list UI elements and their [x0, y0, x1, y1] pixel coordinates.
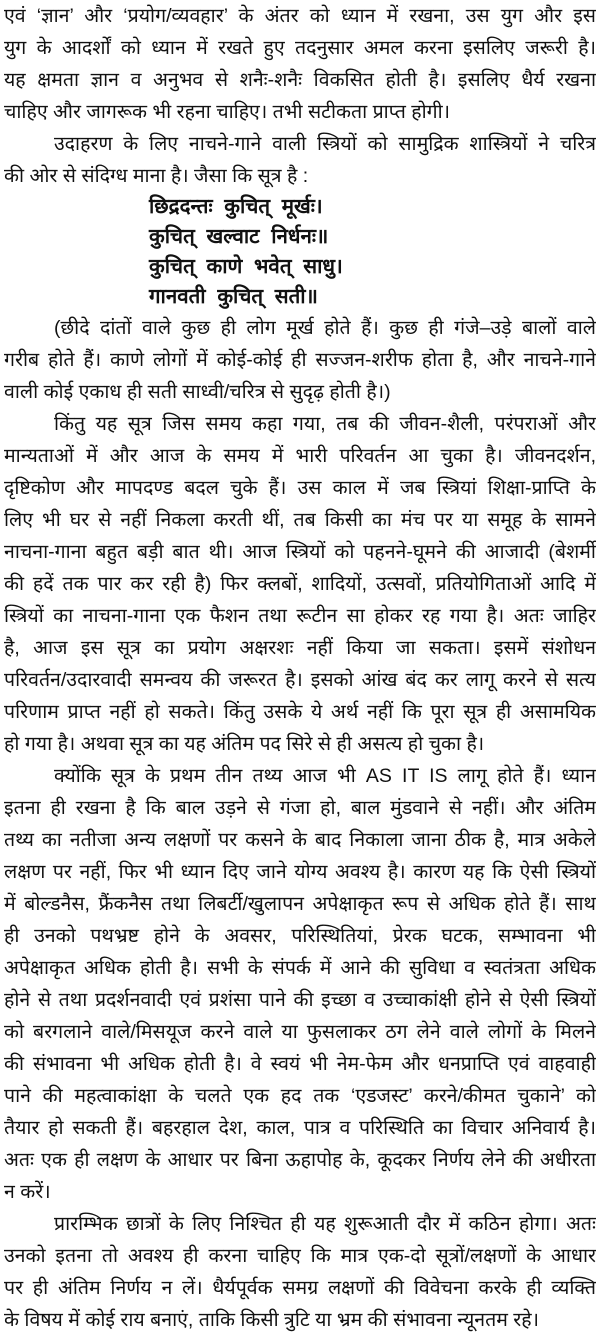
text-line: मान्यताओं में और आज के समय में भारी परिवर्तन आ चुका है। जीवनदर्शन,: [4, 445, 596, 467]
text-line: परिणाम प्राप्त नहीं हो सकते। किंतु उसके ये अर्थ नहीं कि पूरा सूत्र ही असामयिक: [4, 701, 596, 723]
text-line: नाचना-गाना बहुत बड़ी बात थी। आज स्त्रियों को पहनने-घूमने की आजादी (बेशर्मी: [4, 541, 596, 563]
text-line: लिए भी घर से नहीं निकला करती थीं, तब किसी का मंच पर या समूह के सामने: [4, 509, 596, 531]
paragraph-example: [4, 128, 596, 192]
text-line: अपेक्षाकृत अधिक होती है। सभी के संपर्क में आने की सुविधा व स्वतंत्रता अधिक: [4, 957, 596, 979]
text-line: हो गया है। अथवा सूत्र का यह अंतिम पद सिरे से ही असत्य हो चुका है।: [4, 733, 485, 755]
verse-line: छिद्रदन्तः कुचित् मूर्खः।: [149, 195, 323, 218]
verse-line: कुचित् खल्वाट निर्धनः॥: [149, 225, 329, 248]
text-line: है, आज इस सूत्र का प्रयोग अक्षरशः नहीं किया जा सकता। इसमें संशोधन: [4, 637, 596, 659]
text-line: लक्षण पर नहीं, फिर भी ध्यान दिए जाने योग्य अवश्य है। कारण यह कि ऐसी स्त्रियों: [4, 861, 596, 883]
text-line: प्रारम्भिक छात्रों के लिए निश्चित ही यह शुरूआती दौर में कठिन होगा। अतः: [54, 1213, 596, 1235]
paragraph-first-three-facts: [4, 760, 596, 1208]
text-line: होने से तथा प्रदर्शनवादी एवं प्रशंसा पाने की इच्छा व उच्चाकांक्षी होने से ऐसी स्त्रियों: [4, 989, 596, 1011]
text-line: उनको इतना तो अवश्य ही करना चाहिए कि मात्र एक-दो सूत्रों/लक्षणों के आधार: [4, 1245, 596, 1267]
text-line: एवं ‘ज्ञान’ और ‘प्रयोग/व्यवहार’ के अंतर को ध्यान में रखना, उस युग और इस: [4, 5, 596, 27]
text-line: गरीब होते हैं। काणे लोगों में कोई-कोई ही सज्जन-शरीफ होता है, और नाचने-गाने: [4, 349, 596, 371]
text-line: चाहिए और जागरूक भी रहना चाहिए। तभी सटीकता प्राप्त होगी।: [4, 101, 451, 123]
text-line: पर ही अंतिम निर्णय न लें। धैर्यपूर्वक समग्र लक्षणों की विवेचना करके ही व्यक्ति: [4, 1277, 596, 1299]
paragraph-translation: [4, 312, 596, 408]
text-line: ही उनको पथभ्रष्ट होने के अवसर, परिस्थितियां, प्रेरक घटक, सम्भावना भी: [4, 925, 596, 947]
paragraph-beginners: [4, 1208, 596, 1336]
text-line: में बोल्डनैस, फ्रैंकनैस तथा लिबर्टी/खुलापन अपेक्षाकृत रूप से अधिक होते हैं। साथ: [4, 893, 596, 915]
sanskrit-verse: [4, 192, 596, 312]
text-line: क्योंकि सूत्र के प्रथम तीन तथ्य आज भी AS IT IS लागू होते हैं। ध्यान: [54, 765, 596, 787]
paragraph-changed-times: [4, 408, 596, 760]
text-line: न करें।: [4, 1181, 51, 1203]
text-line: को बरगलाने वाले/मिसयूज करने वाले या फुसलाकर ठग लेने वाले लोगों के मिलने: [4, 1021, 596, 1043]
paragraph-knowledge-practice: [4, 0, 596, 128]
text-line: परिवर्तन/उदारवादी समन्वय की जरूरत है। इसको आंख बंद कर लागू करने से सत्य: [4, 669, 596, 691]
text-line: अतः एक ही लक्षण के आधार पर बिना ऊहापोह के, कूदकर निर्णय लेने की अधीरता: [4, 1149, 596, 1171]
text-line: के विषय में कोई राय बनाएं, ताकि किसी त्रुटि या भ्रम की संभावना न्यूनतम रहे।: [4, 1309, 539, 1331]
text-line: यह क्षमता ज्ञान व अनुभव से शनैः-शनैः विकसित होती है। इसलिए धैर्य रखना: [4, 69, 596, 91]
verse-line: गानवती कुचित् सती॥: [149, 285, 318, 308]
text-line: (छीदे दांतों वाले कुछ ही लोग मूर्ख होते हैं। कुछ ही गंजे–उड़े बालों वाले: [54, 317, 596, 339]
text-line: पाने की महत्वाकांक्षा के चलते एक हद तक ‘एडजस्ट’ करने/कीमत चुकाने’ को: [4, 1085, 596, 1107]
text-line: दृष्टिकोण और मापदण्ड बदल चुके हैं। उस काल में जब स्त्रियां शिक्षा-प्राप्ति के: [4, 477, 596, 499]
text-line: तथ्य का नतीजा अन्य लक्षणों पर कसने के बाद निकाला जाना ठीक है, मात्र अकेले: [4, 829, 596, 851]
text-line: की संभावना भी अधिक होती है। वे स्वयं भी नेम-फेम और धनप्राप्ति एवं वाहवाही: [4, 1053, 596, 1075]
text-line: स्त्रियों का नाचना-गाना एक फैशन तथा रूटीन सा होकर रह गया है। अतः जाहिर: [4, 605, 596, 627]
verse-line: कुचित् काणे भवेत् साधु।: [149, 255, 343, 278]
text-line: किंतु यह सूत्र जिस समय कहा गया, तब की जीवन-शैली, परंपराओं और: [54, 413, 596, 435]
body-paragraphs: [4, 312, 596, 1336]
text-line: उदाहरण के लिए नाचने-गाने वाली स्त्रियों को सामुद्रिक शास्त्रियों ने चरित्र: [54, 133, 596, 155]
text-line: वाली कोई एकाध ही सती साध्वी/चरित्र से सुदृढ़ होती है।): [4, 381, 391, 403]
text-line: तैयार हो सकती हैं। बहरहाल देश, काल, पात्र व परिस्थिति का विचार अनिवार्य है।: [4, 1117, 596, 1139]
text-line: इतना ही रखना है कि बाल उड़ने से गंजा हो, बाल मुंडवाने से नहीं। और अंतिम: [4, 797, 596, 819]
text-line: युग के आदर्शों को ध्यान में रखते हुए तदनुसार अमल करना इसलिए जरूरी है।: [4, 37, 596, 59]
text-line: की ओर से संदिग्ध माना है। जैसा कि सूत्र है :: [4, 165, 309, 187]
text-line: की हदें तक पार कर रही है) फिर क्लबों, शादियों, उत्सवों, प्रतियोगिताओं आदि में: [4, 573, 596, 595]
